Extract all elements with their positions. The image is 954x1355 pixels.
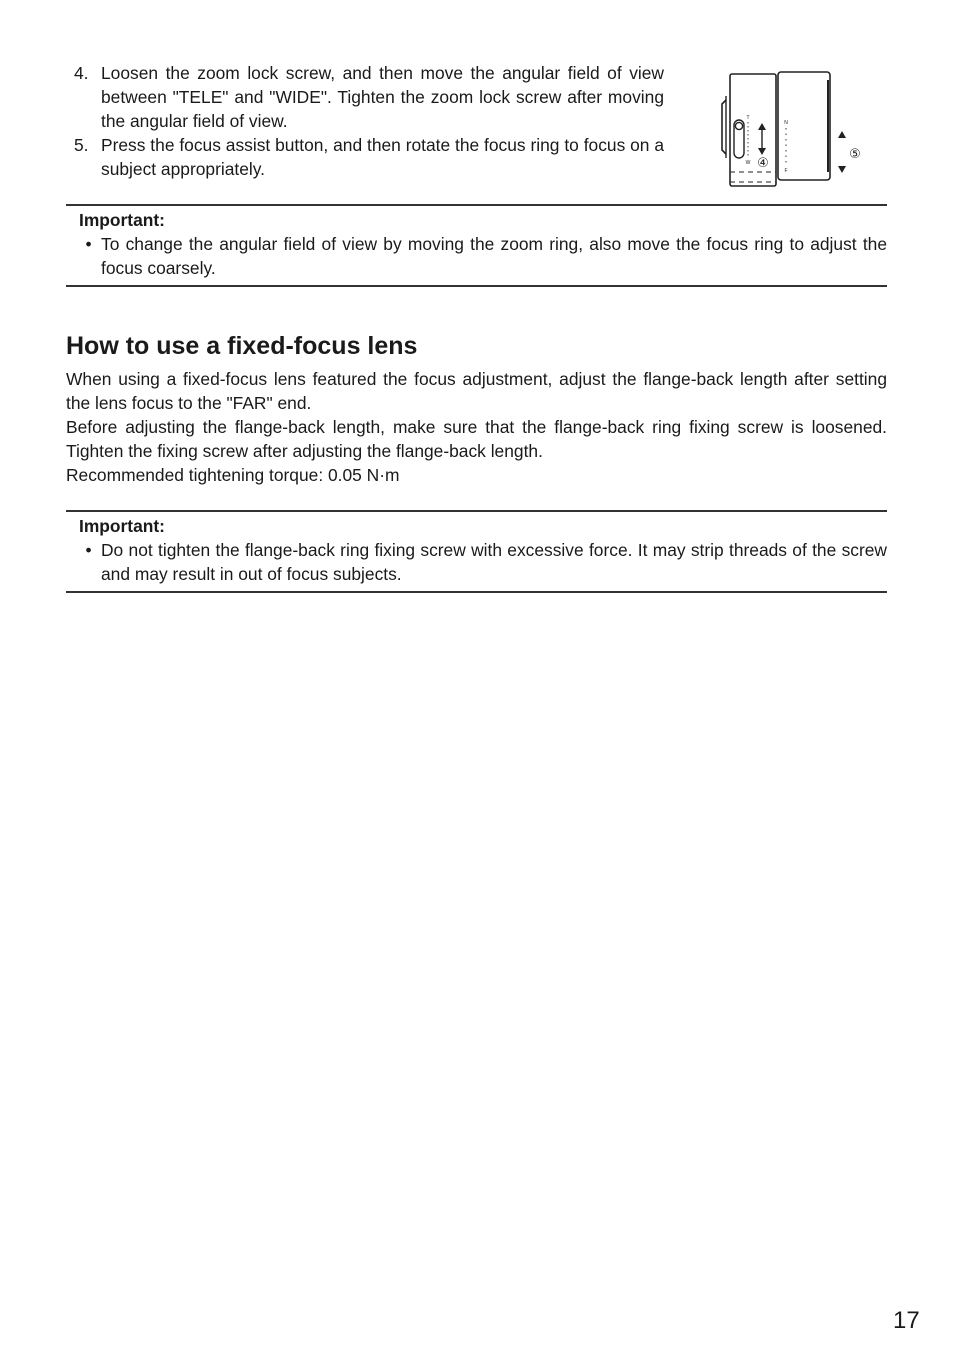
numbered-steps	[74, 61, 664, 181]
step-5	[74, 133, 664, 181]
callout-focus: ⑤	[849, 147, 861, 162]
wide-mark: W	[745, 160, 751, 166]
bullet-icon: •	[85, 540, 92, 560]
important-item	[66, 232, 887, 285]
bullet-icon: •	[85, 234, 92, 254]
important-item	[66, 538, 887, 591]
important-box-2	[66, 510, 887, 593]
important-text: To change the angular field of view by moving the zoom ring, also move the focus ring to adjust the focus coarsely.	[101, 234, 887, 278]
step-text: Press the focus assist button, and then rotate the focus ring to focus on a subject appropriately.	[101, 135, 664, 179]
arrow-down-icon	[838, 166, 846, 173]
lens-illustration	[712, 66, 872, 192]
callout-zoom: ④	[757, 156, 769, 171]
paragraph: Recommended tightening torque: 0.05 N·m	[66, 465, 400, 485]
step-text: Loosen the zoom lock screw, and then move the angular field of view between "TELE" and "WIDE". Tighten the zoom lock screw after moving the angular field of view.	[101, 63, 664, 131]
section-body	[66, 367, 887, 487]
near-mark: N	[784, 120, 788, 126]
arrow-up-icon	[838, 131, 846, 138]
step-number: 5.	[74, 135, 89, 155]
important-title: Important:	[79, 210, 165, 230]
page-number: 17	[893, 1307, 920, 1334]
paragraph: Before adjusting the flange-back length, make sure that the flange-back ring fixing screw is loosened. Tighten the fixing screw after adjusting the flange-back length.	[66, 417, 887, 461]
important-title: Important:	[79, 516, 165, 536]
section-title: How to use a fixed-focus lens	[66, 332, 418, 360]
important-text: Do not tighten the flange-back ring fixing screw with excessive force. It may strip threads of the screw and may result in out of focus subjects.	[101, 540, 887, 584]
important-box-1	[66, 204, 887, 287]
step-4	[74, 61, 664, 133]
paragraph: When using a fixed-focus lens featured the focus adjustment, adjust the flange-back length after setting the lens focus to the "FAR" end.	[66, 369, 887, 413]
tele-mark: T	[746, 115, 750, 121]
step-number: 4.	[74, 63, 89, 83]
far-mark: F	[784, 168, 788, 174]
